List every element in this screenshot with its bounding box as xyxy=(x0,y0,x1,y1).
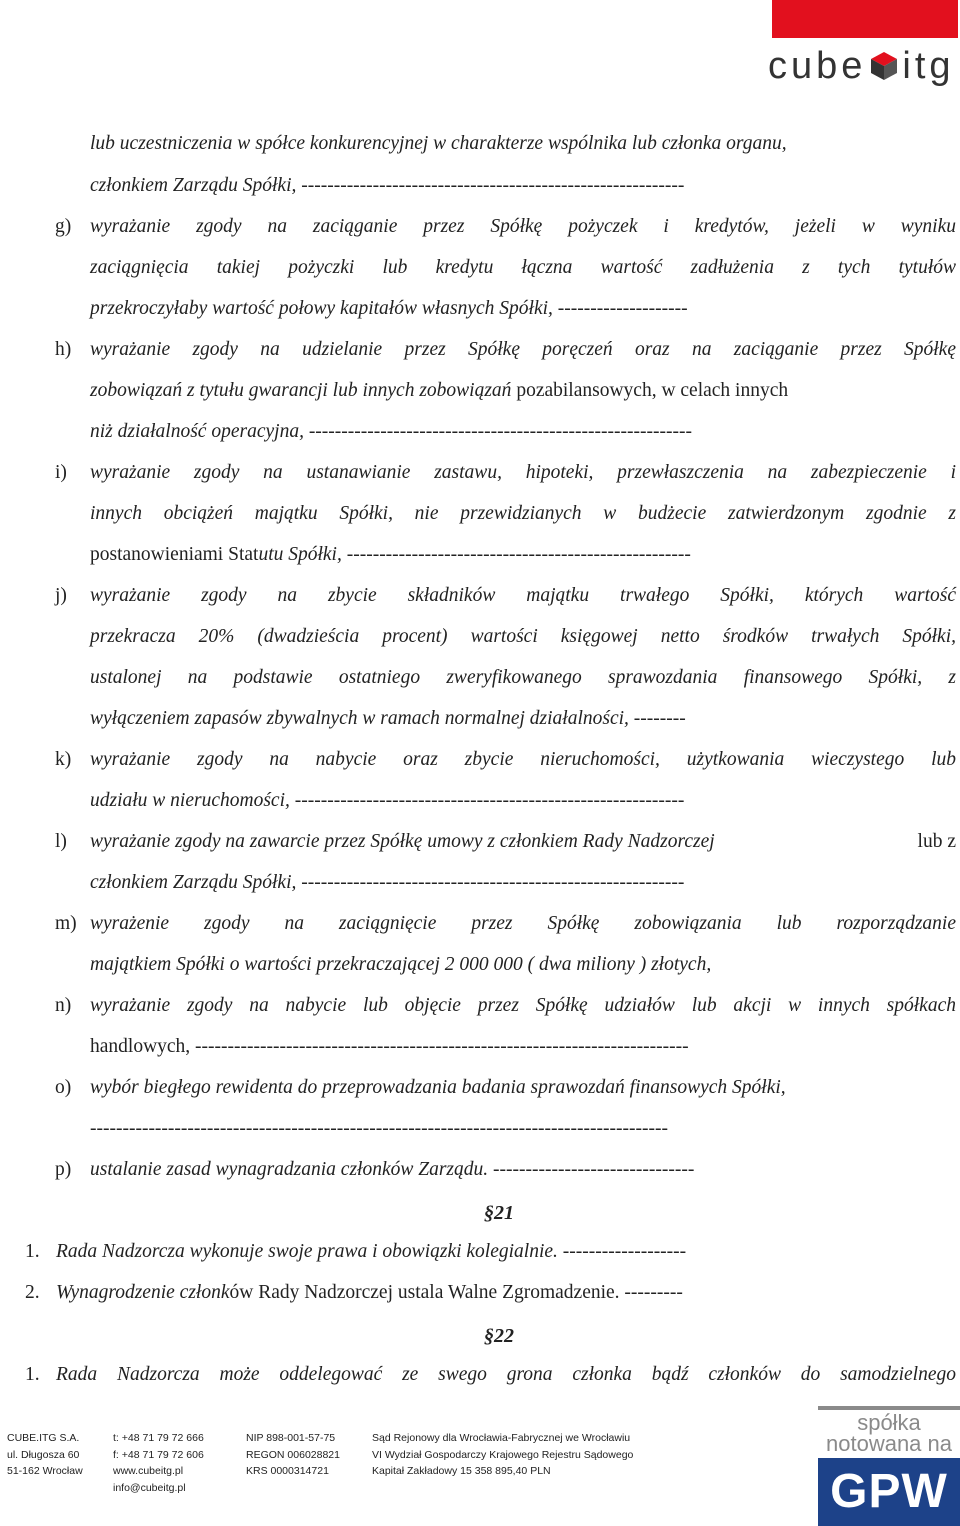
item-label-g: g) xyxy=(55,216,72,237)
item-o-line-1: wybór biegłego rewidenta do przeprowadzania badania sprawozdań finansowych Spółki, xyxy=(90,1077,786,1098)
logo-text-right: itg xyxy=(902,44,955,87)
item-label-j: j) xyxy=(55,585,67,606)
footer-capital: Kapitał Zakładowy 15 358 895,40 PLN xyxy=(372,1465,551,1477)
sec22-item-1-label: 1. xyxy=(25,1364,40,1385)
item-l-line-1a: wyrażanie zgody na zawarcie przez Spółkę umowy z członkiem Rady Nadzorczej xyxy=(90,831,715,852)
footer-contact xyxy=(113,1430,204,1496)
footer-nip: NIP 898-001-57-75 xyxy=(246,1432,336,1444)
item-i-line-3 xyxy=(90,543,691,567)
footer-street: ul. Długosza 60 xyxy=(7,1448,80,1461)
footer-court xyxy=(372,1430,633,1480)
item-i-line-3a: postanowieniami Stat xyxy=(90,544,259,565)
sec21-item-2-label: 2. xyxy=(25,1282,40,1303)
footer-city: 51-162 Wrocław xyxy=(7,1465,83,1477)
item-h-line-2a: zobowiązań z tytułu gwarancji lub innych zobowiązań xyxy=(90,380,512,401)
gpw-caption-line-1: spółka xyxy=(857,1410,921,1435)
item-h-line-2b: pozabilansowych, w celach innych xyxy=(516,380,789,401)
item-l-line-2: członkiem Zarządu Spółki, ----------------------------------------------------------- xyxy=(90,872,685,893)
item-label-k: k) xyxy=(55,749,72,770)
item-g-line-1: wyrażanie zgody na zaciąganie przez Spółkę pożyczek i kredytów, jeżeli w wyniku xyxy=(90,216,956,237)
item-l-line-1 xyxy=(90,830,956,854)
footer-court-division: VI Wydział Gospodarczy Krajowego Rejestru Sądowego xyxy=(372,1448,634,1461)
text-line: lub uczestniczenia w spółce konkurencyjnej w charakterze wspólnika lub członka organu, xyxy=(90,133,787,154)
gpw-badge-caption xyxy=(818,1412,960,1454)
sec21-item-1-text: Rada Nadzorcza wykonuje swoje prawa i obowiązki kolegialnie. ------------------- xyxy=(56,1241,687,1262)
sec21-item-2a: Wynagrodzenie członk xyxy=(56,1282,230,1303)
item-l-line-1b: lub z xyxy=(917,831,956,852)
item-label-n: n) xyxy=(55,995,72,1016)
item-label-o: o) xyxy=(55,1077,72,1098)
footer-registry xyxy=(246,1430,340,1480)
footer-company xyxy=(7,1430,83,1480)
sec21-item-2-text xyxy=(56,1281,683,1305)
footer-website-link[interactable]: www.cubeitg.pl xyxy=(113,1465,184,1477)
gpw-badge-text: GPW xyxy=(830,1465,948,1518)
item-g-line-2: zaciągnięcia takiej pożyczki lub kredytu łączna wartość zadłużenia z tych tytułów xyxy=(90,257,956,278)
item-h-line-1: wyrażanie zgody na udzielanie przez Spółkę poręczeń oraz na zaciąganie przez Spółkę xyxy=(90,339,956,360)
cube-logo-icon xyxy=(870,51,898,81)
item-i-line-2: innych obciążeń majątku Spółki, nie przewidzianych w budżecie zatwierdzonym zgodnie z xyxy=(90,503,956,524)
item-label-l: l) xyxy=(55,831,67,852)
footer-email-link[interactable]: info@cubeitg.pl xyxy=(113,1481,186,1494)
header-red-bar xyxy=(772,0,958,38)
item-j-line-1: wyrażanie zgody na zbycie składników majątku trwałego Spółki, których wartość xyxy=(90,585,956,606)
item-m-line-1: wyrażenie zgody na zaciągnięcie przez Spółkę zobowiązania lub rozporządzanie xyxy=(90,913,956,934)
dash-line: członkiem Zarządu Spółki, ----------------------------------------------------------- xyxy=(90,175,685,196)
item-i-line-1: wyrażanie zgody na ustanawianie zastawu, hipoteki, przewłaszczenia na zabezpieczenie i xyxy=(90,462,956,483)
sec21-item-1-label: 1. xyxy=(25,1241,40,1262)
item-n-line-2: handlowych, ---------------------------------------------------------------------------- xyxy=(90,1036,689,1057)
item-j-line-3: ustalonej na podstawie ostatniego zweryfikowanego sprawozdania finansowego Spółki, z xyxy=(90,667,956,688)
sec21-item-2b: ów Rady Nadzorczej ustala Walne Zgromadzenie. --------- xyxy=(229,1282,683,1303)
footer-regon: REGON 006028821 xyxy=(246,1448,340,1461)
gpw-caption-line-2: notowana na xyxy=(826,1431,952,1456)
logo-text-left: cube xyxy=(768,44,867,87)
item-label-h: h) xyxy=(55,339,72,360)
item-o-line-2: ----------------------------------------------------------------------------------------- xyxy=(90,1118,668,1139)
item-j-line-4: wyłączeniem zapasów zbywalnych w ramach normalnej działalności, -------- xyxy=(90,708,686,729)
item-h-line-2 xyxy=(90,379,788,403)
item-label-p: p) xyxy=(55,1159,72,1180)
item-k-line-1: wyrażanie zgody na nabycie oraz zbycie nieruchomości, użytkowania wieczystego lub xyxy=(90,749,956,770)
item-g-line-3: przekroczyłaby wartość połowy kapitałów własnych Spółki, -------------------- xyxy=(90,298,688,319)
footer-phone: t: +48 71 79 72 666 xyxy=(113,1432,204,1444)
item-p-line-1: ustalanie zasad wynagradzania członków Zarządu. ------------------------------- xyxy=(90,1159,695,1180)
section-22-heading: §22 xyxy=(484,1325,514,1347)
item-label-i: i) xyxy=(55,462,67,483)
item-i-line-3b: utu Spółki, ----------------------------------------------------- xyxy=(258,544,691,565)
item-h-line-3: niż działalność operacyjna, ----------------------------------------------------------- xyxy=(90,421,692,442)
item-label-m: m) xyxy=(55,913,77,934)
section-21-heading: §21 xyxy=(484,1202,514,1224)
item-m-line-2: majątkiem Spółki o wartości przekraczającej 2 000 000 ( dwa miliony ) złotych, xyxy=(90,954,712,975)
footer-fax: f: +48 71 79 72 606 xyxy=(113,1448,204,1461)
item-j-line-2: przekracza 20% (dwadzieścia procent) wartości księgowej netto środków trwałych Spółki, xyxy=(90,626,956,647)
item-k-line-2: udziału w nieruchomości, ------------------------------------------------------------ xyxy=(90,790,685,811)
sec22-item-1-text: Rada Nadzorcza może oddelegować ze swego grona członka bądź członków do samodzielnego xyxy=(56,1364,956,1385)
item-n-line-1: wyrażanie zgody na nabycie lub objęcie przez Spółkę udziałów lub akcji w innych spółkach xyxy=(90,995,956,1016)
footer-company-name: CUBE.ITG S.A. xyxy=(7,1432,80,1444)
company-logo xyxy=(768,46,955,86)
footer-krs: KRS 0000314721 xyxy=(246,1465,329,1477)
footer-court-name: Sąd Rejonowy dla Wrocławia-Fabrycznej we Wrocławiu xyxy=(372,1432,631,1444)
